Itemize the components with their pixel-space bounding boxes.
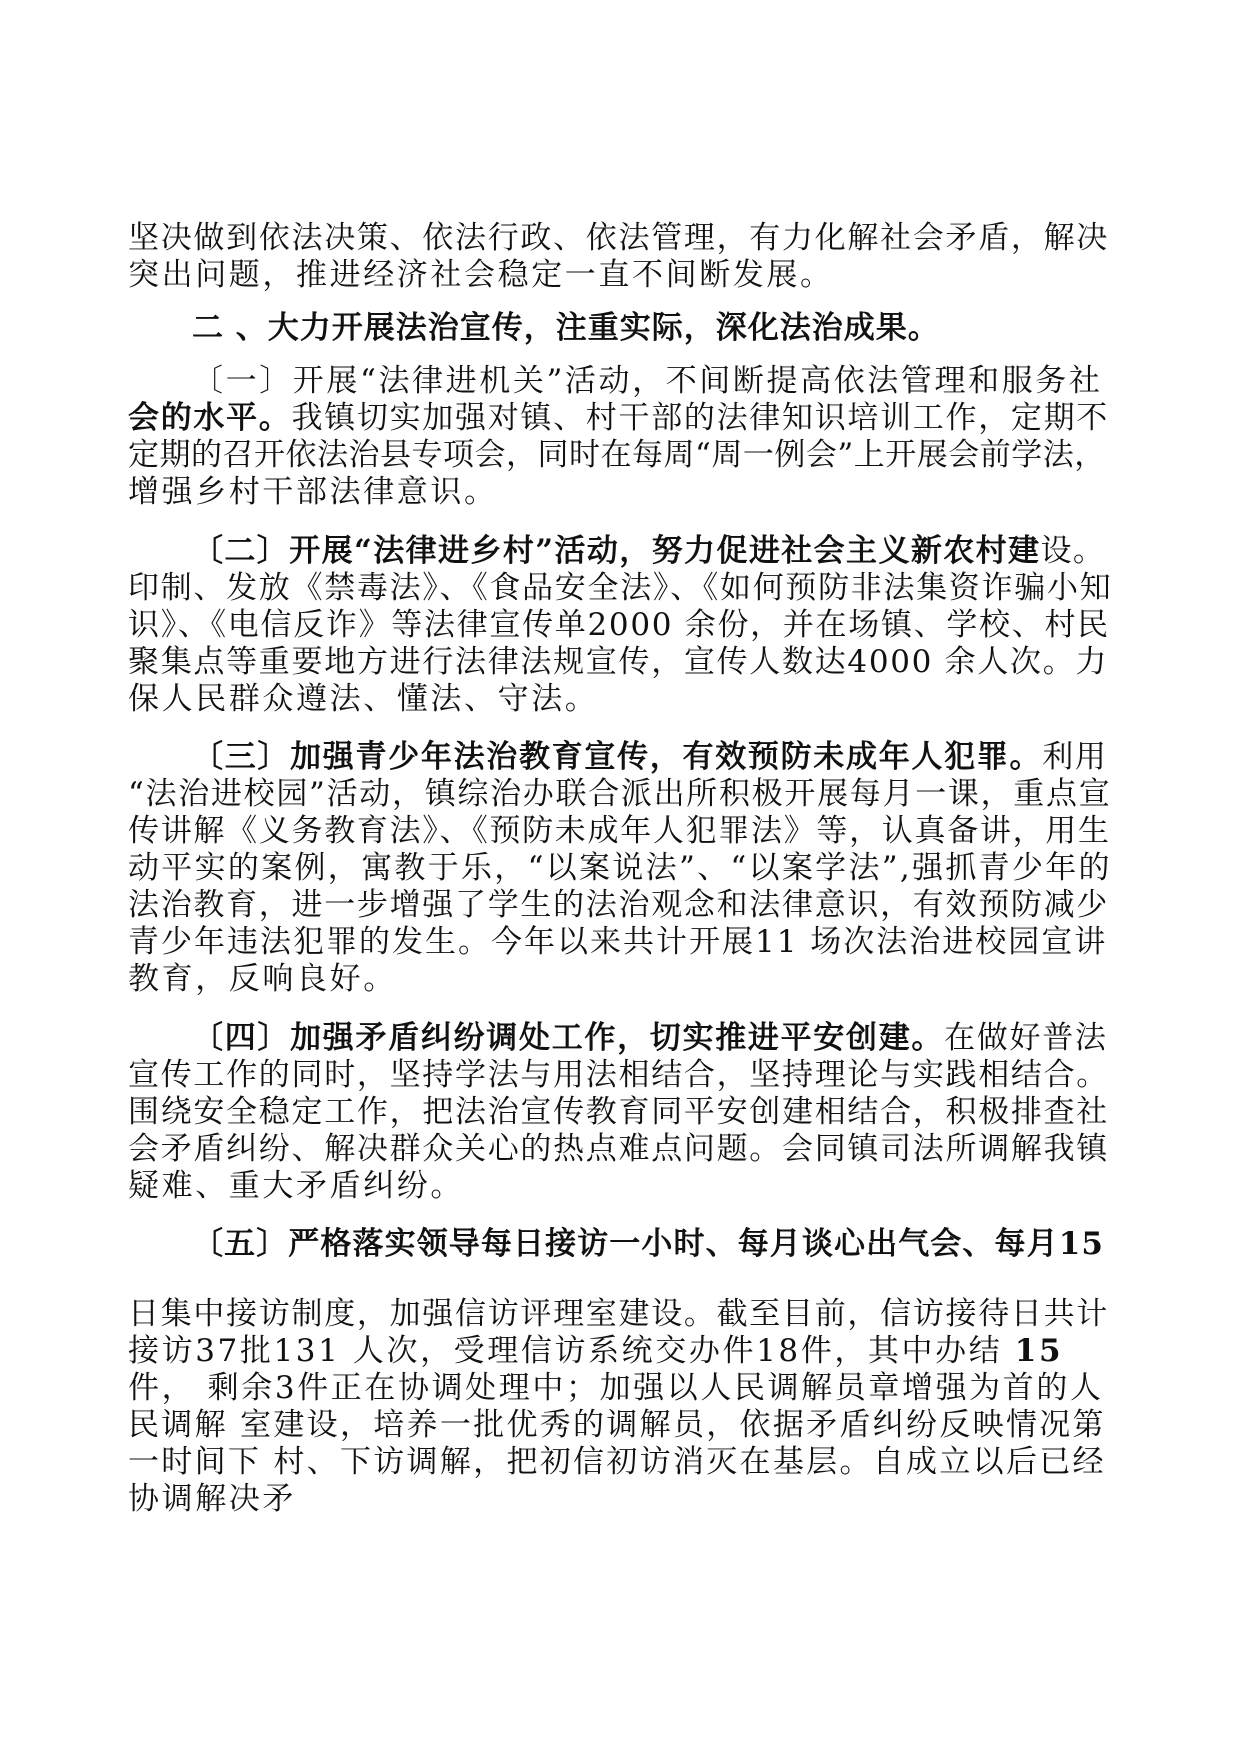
p4-line-2: 宣传工作的同时，坚持学法与用法相结合，坚持理论与实践相结合。 bbox=[128, 1057, 1109, 1093]
p4-line-4: 会矛盾纠纷、解决群众关心的热点难点问题。会同镇司法所调解我镇 bbox=[128, 1131, 1109, 1167]
p5-line-3 bbox=[128, 1333, 1063, 1370]
p3-line-1-text: 利用 bbox=[1042, 739, 1108, 775]
p1-line-2-text: 我镇切实加强对镇、村干部的法律知识培训工作，定期不 bbox=[291, 400, 1109, 436]
p5-resolved-count: 15 bbox=[1014, 1333, 1064, 1369]
p2-line-1-text: 设。 bbox=[1040, 533, 1106, 569]
p1-line-4: 增强乡村干部法律意识。 bbox=[128, 474, 498, 510]
p5-line-5: 民调解 室建设，培养一批优秀的调解员，依据矛盾纠纷反映情况第 bbox=[128, 1407, 1106, 1443]
p2-line-3: 识》、《电信反诈》等法律宣传单2000 余份，并在场镇、学校、村民 bbox=[128, 607, 1110, 643]
p3-line-4: 动平实的案例，寓教于乐，“以案说法”、“以案学法”,强抓青少年的 bbox=[128, 850, 1112, 886]
p3-line-6: 青少年违法犯罪的发生。今年以来共计开展11 场次法治进校园宣讲 bbox=[128, 924, 1108, 960]
p3-line-7: 教育，反响良好。 bbox=[128, 961, 397, 997]
p3-line-5: 法治教育，进一步增强了学生的法治观念和法律意识，有效预防减少 bbox=[128, 887, 1109, 923]
p2-line-2: 印制、发放《禁毒法》、《食品安全法》、《如何预防非法集资诈骗小知 bbox=[128, 570, 1113, 606]
p4-line-5: 疑难、重大矛盾纠纷。 bbox=[128, 1168, 464, 1204]
p1-line-2 bbox=[128, 400, 1109, 437]
p4-title: 〔四〕加强矛盾纠纷调处工作，切实推进平安创建。 bbox=[192, 1020, 945, 1056]
intro-line-1: 坚决做到依法决策、依法行政、依法管理，有力化解社会矛盾，解决 bbox=[128, 220, 1109, 256]
p1-line-1: 〔一〕开展“法律进机关”活动，不间断提高依法管理和服务社 bbox=[192, 363, 1103, 399]
p5-line-4: 件， 剩余3件正在协调处理中；加强以人民调解员章增强为首的人 bbox=[128, 1370, 1104, 1406]
p3-title: 〔三〕加强青少年法治教育宣传，有效预防未成年人犯罪。 bbox=[192, 739, 1043, 775]
p4-line-1 bbox=[192, 1020, 1108, 1057]
p5-line-2: 日集中接访制度，加强信访评理室建设。截至目前，信访接待日共计 bbox=[128, 1296, 1109, 1332]
p5-title: 〔五〕严格落实领导每日接访一小时、每月谈心出气会、每月15 bbox=[192, 1226, 1105, 1262]
p2-line-1 bbox=[192, 533, 1105, 570]
p2-line-5: 保人民群众遵法、懂法、守法。 bbox=[128, 681, 599, 717]
p5-line-7: 协调解决矛 bbox=[128, 1481, 296, 1517]
intro-line-2: 突出问题，推进经济社会稳定一直不间断发展。 bbox=[128, 257, 834, 293]
p3-line-3: 传讲解《义务教育法》、《预防未成年人犯罪法》等，认真备讲，用生 bbox=[128, 813, 1111, 849]
p4-line-3: 围绕安全稳定工作，把法治宣传教育同平安创建相结合，积极排查社 bbox=[128, 1094, 1109, 1130]
p2-title: 〔二〕开展“法律进乡村”活动，努力促进社会主义新农村建 bbox=[192, 533, 1041, 569]
p5-line-3-text: 接访37批131 人次，受理信访系统交办件18件，其中办结 bbox=[128, 1333, 1015, 1369]
p2-line-4: 聚集点等重要地方进行法律法规宣传，宣传人数达4000 余人次。力 bbox=[128, 644, 1109, 680]
p3-line-2: “法治进校园”活动，镇综治办联合派出所积极开展每月一课，重点宣 bbox=[128, 776, 1112, 812]
p1-line-3: 定期的召开依法治县专项会，同时在每周“周一例会”上开展会前学法， bbox=[128, 437, 1106, 473]
p5-line-6: 一时间下 村、下访调解，把初信初访消灭在基层。自成立以后已经 bbox=[128, 1444, 1106, 1480]
p1-title-end: 会的水平。 bbox=[128, 400, 292, 436]
p4-line-1-text: 在做好普法 bbox=[944, 1020, 1108, 1056]
p3-line-1 bbox=[192, 739, 1108, 776]
section-heading: 二 、大力开展法治宣传，注重实际，深化法治成果。 bbox=[192, 310, 940, 346]
